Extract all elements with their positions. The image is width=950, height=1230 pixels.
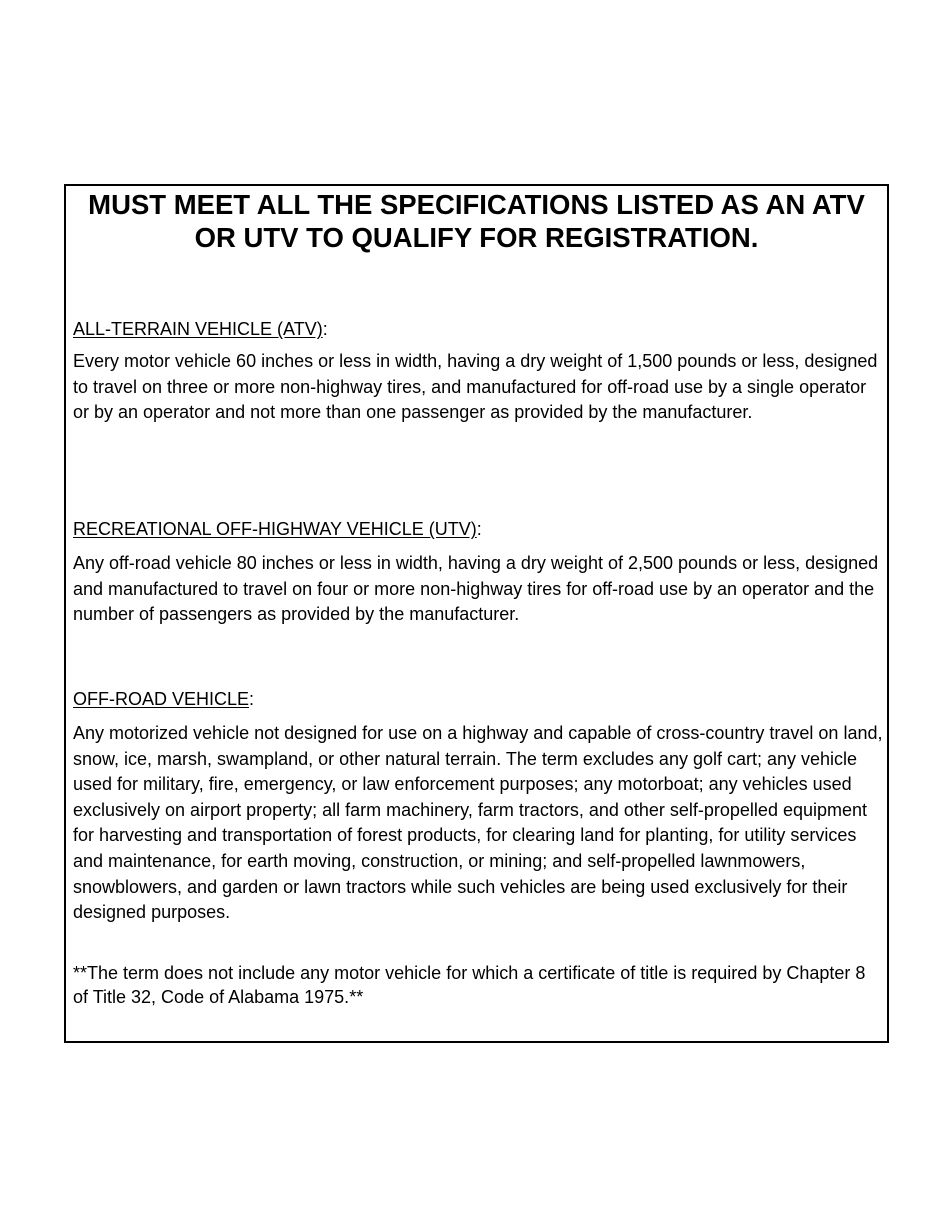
atv-section-label bbox=[73, 318, 328, 340]
utv-section-label bbox=[73, 518, 482, 540]
atv-definition: Every motor vehicle 60 inches or less in width, having a dry weight of 1,500 pounds or less, designed to travel on three or more non-highway tires, and manufactured for off-road use by a single operator or by an operator and not more than one passenger as provided by the manufacturer. bbox=[73, 351, 878, 423]
atv-label-text: ALL-TERRAIN VEHICLE (ATV) bbox=[73, 319, 323, 339]
atv-label-colon: : bbox=[322, 319, 328, 339]
orv-definition: Any motorized vehicle not designed for use on a highway and capable of cross-country travel on land, snow, ice, marsh, swampland, or other natural terrain. The term excludes any golf cart; any vehicle used for military, fire, emergency, or law enforcement purposes; any motorboat; any vehicles used exclusively on airport property; all farm machinery, farm tractors, and other self-propelled equipment for harvesting and transportation of forest products, for clearing land for planting, for utility services and maintenance, for earth moving, construction, or mining; and self-propelled lawnmowers, snowblowers, and garden or lawn tractors while such vehicles are being used exclusively for their designed purposes. bbox=[73, 723, 883, 923]
orv-section-label bbox=[73, 688, 254, 710]
orv-label-colon: : bbox=[249, 689, 255, 709]
utv-label-colon: : bbox=[476, 519, 482, 539]
footnote: **The term does not include any motor vehicle for which a certificate of title is required by Chapter 8 of Title 32, Code of Alabama 1975.** bbox=[73, 963, 866, 1007]
specifications-box bbox=[64, 184, 889, 1043]
page-title-line-1: MUST MEET ALL THE SPECIFICATIONS LISTED AS AN ATV bbox=[88, 189, 865, 220]
utv-definition: Any off-road vehicle 80 inches or less in width, having a dry weight of 2,500 pounds or less, designed and manufactured to travel on four or more non-highway tires for off-road use by an operator and the number of passengers as provided by the manufacturer. bbox=[73, 553, 879, 625]
utv-label-text: RECREATIONAL OFF-HIGHWAY VEHICLE (UTV) bbox=[73, 519, 477, 539]
page-title bbox=[66, 188, 887, 254]
orv-label-text: OFF-ROAD VEHICLE bbox=[73, 689, 250, 709]
page-title-line-2: OR UTV TO QUALIFY FOR REGISTRATION. bbox=[194, 222, 759, 253]
